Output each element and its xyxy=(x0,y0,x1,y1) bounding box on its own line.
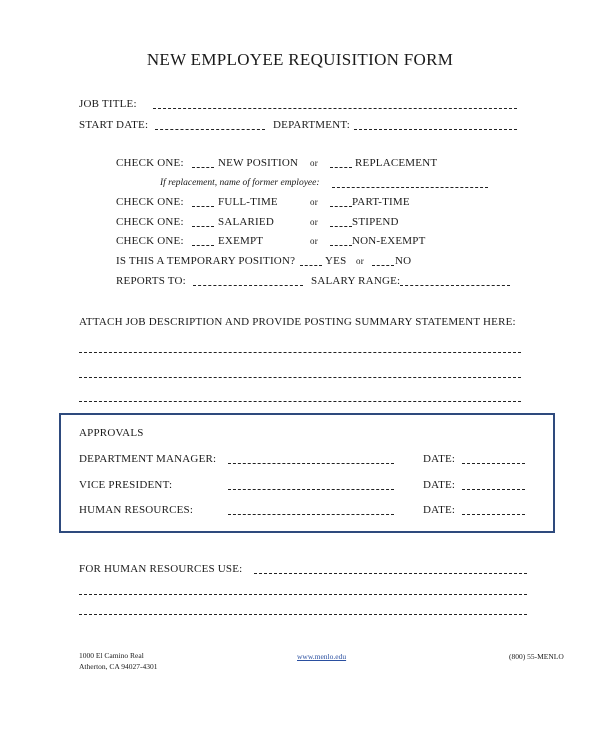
date-label: DATE: xyxy=(423,453,456,465)
reports-to-label: REPORTS TO: xyxy=(116,275,186,287)
check-one-label: CHECK ONE: xyxy=(116,196,184,208)
yes-checkbox[interactable] xyxy=(300,265,322,266)
yes-label: YES xyxy=(325,255,347,267)
check-one-label: CHECK ONE: xyxy=(116,157,184,169)
job-title-label: JOB TITLE: xyxy=(79,98,137,110)
description-line[interactable] xyxy=(79,352,521,353)
non-exempt-checkbox[interactable] xyxy=(330,245,352,246)
footer-website-link[interactable]: www.menlo.edu xyxy=(297,652,347,661)
date-label: DATE: xyxy=(423,479,456,491)
salary-range-label: SALARY RANGE: xyxy=(311,275,401,287)
or-label: or xyxy=(310,217,318,227)
stipend-checkbox[interactable] xyxy=(330,226,352,227)
footer-address-line1: 1000 El Camino Real xyxy=(79,651,144,660)
vice-president-signature[interactable] xyxy=(228,489,394,490)
vice-president-label: VICE PRESIDENT: xyxy=(79,479,173,491)
new-position-label: NEW POSITION xyxy=(218,157,299,169)
hr-use-line[interactable] xyxy=(79,594,527,595)
replacement-label: REPLACEMENT xyxy=(355,157,438,169)
hr-use-line[interactable] xyxy=(254,573,527,574)
human-resources-signature[interactable] xyxy=(228,514,394,515)
or-label: or xyxy=(310,158,318,168)
department-label: DEPARTMENT: xyxy=(273,119,350,131)
or-label: or xyxy=(356,256,364,266)
former-employee-field[interactable] xyxy=(332,187,488,188)
stipend-label: STIPEND xyxy=(352,216,399,228)
footer-address-line2: Atherton, CA 94027-4301 xyxy=(79,662,158,671)
department-manager-date[interactable] xyxy=(462,463,525,464)
attach-description-label: ATTACH JOB DESCRIPTION AND PROVIDE POSTING SUMMARY STATEMENT HERE: xyxy=(79,316,516,328)
part-time-checkbox[interactable] xyxy=(330,206,352,207)
description-line[interactable] xyxy=(79,377,521,378)
job-title-field[interactable] xyxy=(153,108,517,109)
reports-to-field[interactable] xyxy=(193,285,303,286)
no-checkbox[interactable] xyxy=(372,265,394,266)
exempt-label: EXEMPT xyxy=(218,235,264,247)
check-one-label: CHECK ONE: xyxy=(116,235,184,247)
salaried-checkbox[interactable] xyxy=(192,226,214,227)
part-time-label: PART-TIME xyxy=(352,196,410,208)
department-field[interactable] xyxy=(354,129,517,130)
human-resources-label: HUMAN RESOURCES: xyxy=(79,504,194,516)
temporary-position-label: IS THIS A TEMPORARY POSITION? xyxy=(116,255,296,267)
start-date-field[interactable] xyxy=(155,129,265,130)
hr-use-line[interactable] xyxy=(79,614,527,615)
or-label: or xyxy=(310,236,318,246)
hr-use-label: FOR HUMAN RESOURCES USE: xyxy=(79,563,243,575)
former-employee-label: If replacement, name of former employee: xyxy=(160,178,320,188)
non-exempt-label: NON-EXEMPT xyxy=(352,235,426,247)
description-line[interactable] xyxy=(79,401,521,402)
human-resources-date[interactable] xyxy=(462,514,525,515)
or-label: or xyxy=(310,197,318,207)
vice-president-date[interactable] xyxy=(462,489,525,490)
start-date-label: START DATE: xyxy=(79,119,149,131)
salaried-label: SALARIED xyxy=(218,216,274,228)
no-label: NO xyxy=(395,255,412,267)
page-title: NEW EMPLOYEE REQUISITION FORM xyxy=(146,50,454,69)
department-manager-label: DEPARTMENT MANAGER: xyxy=(79,453,217,465)
footer-phone: (800) 55-MENLO xyxy=(509,652,564,661)
replacement-checkbox[interactable] xyxy=(330,167,352,168)
department-manager-signature[interactable] xyxy=(228,463,394,464)
date-label: DATE: xyxy=(423,504,456,516)
full-time-label: FULL-TIME xyxy=(218,196,278,208)
exempt-checkbox[interactable] xyxy=(192,245,214,246)
new-position-checkbox[interactable] xyxy=(192,167,214,168)
check-one-label: CHECK ONE: xyxy=(116,216,184,228)
salary-range-field[interactable] xyxy=(400,285,510,286)
approvals-heading: APPROVALS xyxy=(79,427,144,439)
full-time-checkbox[interactable] xyxy=(192,206,214,207)
